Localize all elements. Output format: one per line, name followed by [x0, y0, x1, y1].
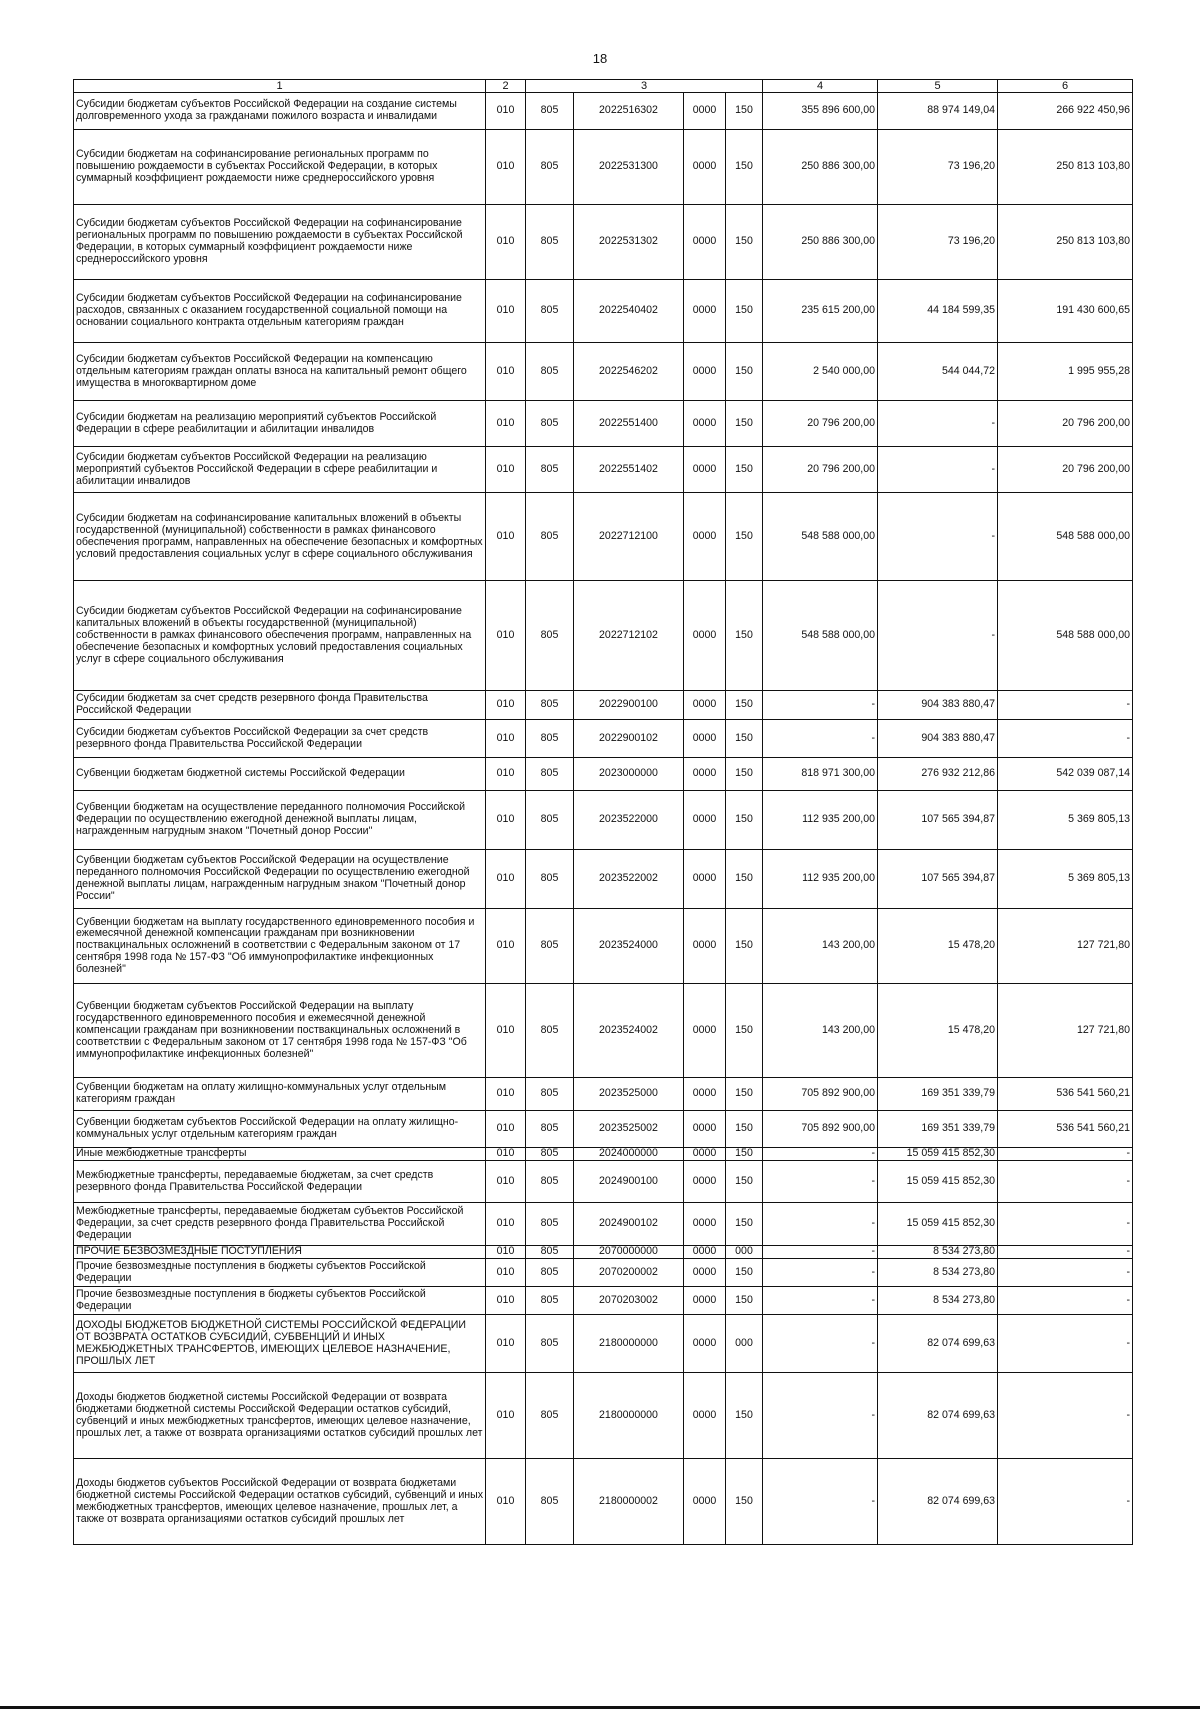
row-code-ktosgu: 150 [726, 493, 763, 581]
row-amount-remaining: - [998, 1373, 1133, 1459]
row-code-kind: 2022540402 [574, 280, 684, 343]
row-code-chapter: 805 [526, 850, 574, 909]
row-name: Субвенции бюджетам субъектов Российской Федерации на оплату жилищно-коммунальных услуг отдельным категориям граждан [74, 1111, 486, 1148]
row-code-ktosgu: 150 [726, 1373, 763, 1459]
row-code-admin: 010 [486, 1315, 526, 1373]
row-amount-plan: - [763, 691, 878, 720]
row-code-chapter: 805 [526, 1246, 574, 1259]
row-amount-executed: - [878, 447, 998, 493]
table-row [74, 691, 1133, 720]
row-code-subkind: 0000 [684, 909, 726, 984]
row-code-ktosgu: 150 [726, 205, 763, 280]
row-amount-remaining: 548 588 000,00 [998, 581, 1133, 691]
row-code-subkind: 0000 [684, 1111, 726, 1148]
row-code-subkind: 0000 [684, 1246, 726, 1259]
row-code-subkind: 0000 [684, 280, 726, 343]
row-amount-executed: 107 565 394,87 [878, 791, 998, 850]
row-amount-plan: - [763, 1287, 878, 1315]
table-row [74, 205, 1133, 280]
table-row [74, 1161, 1133, 1203]
row-code-admin: 010 [486, 1287, 526, 1315]
table-row [74, 1287, 1133, 1315]
row-code-admin: 010 [486, 1373, 526, 1459]
table-row [74, 758, 1133, 791]
row-code-subkind: 0000 [684, 1259, 726, 1287]
row-code-subkind: 0000 [684, 1078, 726, 1111]
row-amount-plan: 20 796 200,00 [763, 447, 878, 493]
row-name: Межбюджетные трансферты, передаваемые бюджетам субъектов Российской Федерации, за счет средств резервного фонда Правительства Российской Федерации [74, 1203, 486, 1246]
row-code-subkind: 0000 [684, 343, 726, 401]
row-code-chapter: 805 [526, 1161, 574, 1203]
table-row [74, 1203, 1133, 1246]
row-name: Субвенции бюджетам субъектов Российской Федерации на осуществление переданного полномочия Российской Федерации по осуществлению ежегодной денежной выплаты лицам, награжденным нагрудным знаком "Почетный донор России" [74, 850, 486, 909]
row-name: Иные межбюджетные трансферты [74, 1148, 486, 1161]
header-row [74, 80, 1133, 93]
row-amount-executed: 904 383 880,47 [878, 691, 998, 720]
row-amount-plan: - [763, 1148, 878, 1161]
row-amount-executed: 8 534 273,80 [878, 1259, 998, 1287]
row-amount-remaining: 250 813 103,80 [998, 130, 1133, 205]
table-row [74, 130, 1133, 205]
row-code-admin: 010 [486, 1246, 526, 1259]
table-row [74, 1078, 1133, 1111]
row-code-chapter: 805 [526, 758, 574, 791]
row-name: ДОХОДЫ БЮДЖЕТОВ БЮДЖЕТНОЙ СИСТЕМЫ РОССИЙСКОЙ ФЕДЕРАЦИИ ОТ ВОЗВРАТА ОСТАТКОВ СУБСИДИЙ, СУБВЕНЦИЙ И ИНЫХ МЕЖБЮДЖЕТНЫХ ТРАНСФЕРТОВ, ИМЕЮЩИХ ЦЕЛЕВОЕ НАЗНАЧЕНИЕ, ПРОШЛЫХ ЛЕТ [74, 1315, 486, 1373]
table-row [74, 791, 1133, 850]
row-amount-plan: 250 886 300,00 [763, 130, 878, 205]
row-code-subkind: 0000 [684, 1287, 726, 1315]
row-amount-executed: 169 351 339,79 [878, 1078, 998, 1111]
row-code-subkind: 0000 [684, 1161, 726, 1203]
row-amount-plan: 705 892 900,00 [763, 1078, 878, 1111]
row-name: Субсидии бюджетам за счет средств резервного фонда Правительства Российской Федерации [74, 691, 486, 720]
row-amount-remaining: 20 796 200,00 [998, 401, 1133, 447]
row-amount-executed: 15 059 415 852,30 [878, 1161, 998, 1203]
row-code-chapter: 805 [526, 93, 574, 130]
row-name: Субсидии бюджетам субъектов Российской Федерации за счет средств резервного фонда Правительства Российской Федерации [74, 720, 486, 758]
row-amount-plan: 705 892 900,00 [763, 1111, 878, 1148]
row-code-chapter: 805 [526, 791, 574, 850]
row-amount-plan: 112 935 200,00 [763, 791, 878, 850]
row-name: Субвенции бюджетам на оплату жилищно-коммунальных услуг отдельным категориям граждан [74, 1078, 486, 1111]
row-amount-plan: 548 588 000,00 [763, 493, 878, 581]
row-code-chapter: 805 [526, 1148, 574, 1161]
row-code-admin: 010 [486, 850, 526, 909]
row-code-admin: 010 [486, 401, 526, 447]
row-name: Субвенции бюджетам субъектов Российской Федерации на выплату государственного единовременного пособия и ежемесячной денежной компенсации гражданам при возникновении поствакцинальных осложнений в соответствии с Федеральным законом от 17 сентября 1998 года № 157-ФЗ "Об иммунопрофилактике инфекционных болезней" [74, 984, 486, 1078]
row-code-chapter: 805 [526, 1315, 574, 1373]
row-amount-executed: 82 074 699,63 [878, 1315, 998, 1373]
row-code-ktosgu: 150 [726, 1287, 763, 1315]
row-name: Доходы бюджетов бюджетной системы Российской Федерации от возврата бюджетами бюджетной системы Российской Федерации остатков субсидий, субвенций и иных межбюджетных трансфертов, имеющих целевое назначение, прошлых лет, а также от возврата организациями остатков субсидий прошлых лет [74, 1373, 486, 1459]
row-code-kind: 2023000000 [574, 758, 684, 791]
row-amount-executed: 8 534 273,80 [878, 1287, 998, 1315]
row-code-chapter: 805 [526, 493, 574, 581]
table-row [74, 984, 1133, 1078]
row-amount-plan: - [763, 1246, 878, 1259]
row-name: Прочие безвозмездные поступления в бюджеты субъектов Российской Федерации [74, 1259, 486, 1287]
row-code-kind: 2022551402 [574, 447, 684, 493]
row-code-ktosgu: 150 [726, 1078, 763, 1111]
row-code-kind: 2022531302 [574, 205, 684, 280]
row-name: Субвенции бюджетам на выплату государственного единовременного пособия и ежемесячной денежной компенсации гражданам при возникновении поствакцинальных осложнений в соответствии с Федеральным законом от 17 сентября 1998 года № 157-ФЗ "Об иммунопрофилактике инфекционных болезней" [74, 909, 486, 984]
row-code-chapter: 805 [526, 130, 574, 205]
header-col-4: 4 [763, 80, 878, 93]
row-code-subkind: 0000 [684, 850, 726, 909]
row-code-admin: 010 [486, 1161, 526, 1203]
row-amount-remaining: 5 369 805,13 [998, 850, 1133, 909]
table-row [74, 1315, 1133, 1373]
table-row [74, 850, 1133, 909]
row-amount-remaining: - [998, 720, 1133, 758]
row-amount-plan: - [763, 1203, 878, 1246]
row-name: Субсидии бюджетам субъектов Российской Федерации на софинансирование капитальных вложений в объекты государственной (муниципальной) собственности в рамках финансового обеспечения программ, направленных на обеспечение безопасных и комфортных условий предоставления социальных услуг в сфере социального обслуживания [74, 581, 486, 691]
row-code-admin: 010 [486, 791, 526, 850]
row-code-kind: 2022516302 [574, 93, 684, 130]
header-col-6: 6 [998, 80, 1133, 93]
row-amount-executed: 544 044,72 [878, 343, 998, 401]
row-code-chapter: 805 [526, 343, 574, 401]
row-code-subkind: 0000 [684, 205, 726, 280]
row-code-kind: 2024000000 [574, 1148, 684, 1161]
row-code-admin: 010 [486, 1078, 526, 1111]
table-row [74, 1246, 1133, 1259]
table-row [74, 1459, 1133, 1545]
row-code-subkind: 0000 [684, 130, 726, 205]
row-code-ktosgu: 150 [726, 401, 763, 447]
row-code-admin: 010 [486, 93, 526, 130]
row-code-chapter: 805 [526, 581, 574, 691]
row-code-admin: 010 [486, 720, 526, 758]
row-name: Субсидии бюджетам субъектов Российской Федерации на софинансирование расходов, связанных с оказанием государственной социальной помощи на основании социального контракта отдельным категориям граждан [74, 280, 486, 343]
row-code-ktosgu: 150 [726, 1148, 763, 1161]
table-row [74, 280, 1133, 343]
row-amount-plan: 20 796 200,00 [763, 401, 878, 447]
row-amount-remaining: - [998, 691, 1133, 720]
table-row [74, 1373, 1133, 1459]
table-row [74, 1148, 1133, 1161]
row-code-ktosgu: 150 [726, 1259, 763, 1287]
row-code-ktosgu: 150 [726, 691, 763, 720]
row-code-admin: 010 [486, 493, 526, 581]
row-code-subkind: 0000 [684, 1459, 726, 1545]
row-code-subkind: 0000 [684, 791, 726, 850]
row-name: Доходы бюджетов субъектов Российской Федерации от возврата бюджетами бюджетной системы Российской Федерации остатков субсидий, субвенций и иных межбюджетных трансфертов, имеющих целевое назначение, прошлых лет, а также от возврата организациями остатков субсидий прошлых лет [74, 1459, 486, 1545]
row-code-ktosgu: 150 [726, 581, 763, 691]
row-code-admin: 010 [486, 205, 526, 280]
row-code-kind: 2024900102 [574, 1203, 684, 1246]
row-code-chapter: 805 [526, 447, 574, 493]
row-amount-executed: 15 059 415 852,30 [878, 1203, 998, 1246]
row-code-subkind: 0000 [684, 1148, 726, 1161]
row-code-ktosgu: 150 [726, 1203, 763, 1246]
table-row [74, 909, 1133, 984]
row-code-kind: 2022900102 [574, 720, 684, 758]
row-amount-remaining: 20 796 200,00 [998, 447, 1133, 493]
page-number: 18 [592, 51, 608, 66]
row-code-kind: 2022531300 [574, 130, 684, 205]
row-amount-remaining: 127 721,80 [998, 984, 1133, 1078]
row-code-chapter: 805 [526, 401, 574, 447]
table-row [74, 581, 1133, 691]
row-code-admin: 010 [486, 1203, 526, 1246]
table-row [74, 447, 1133, 493]
row-code-kind: 2022712102 [574, 581, 684, 691]
row-amount-executed: 44 184 599,35 [878, 280, 998, 343]
row-code-admin: 010 [486, 909, 526, 984]
row-name: Субвенции бюджетам на осуществление переданного полномочия Российской Федерации по осуществлению ежегодной денежной выплаты лицам, награжденным нагрудным знаком "Почетный донор России" [74, 791, 486, 850]
header-col-2: 2 [486, 80, 526, 93]
row-amount-plan: 355 896 600,00 [763, 93, 878, 130]
table-row [74, 493, 1133, 581]
row-code-admin: 010 [486, 691, 526, 720]
row-code-kind: 2070203002 [574, 1287, 684, 1315]
row-code-ktosgu: 000 [726, 1246, 763, 1259]
row-code-admin: 010 [486, 1148, 526, 1161]
row-name: Субсидии бюджетам субъектов Российской Федерации на создание системы долговременного ухода за гражданами пожилого возраста и инвалидами [74, 93, 486, 130]
row-amount-plan: 818 971 300,00 [763, 758, 878, 791]
row-code-admin: 010 [486, 343, 526, 401]
row-amount-remaining: 191 430 600,65 [998, 280, 1133, 343]
row-code-kind: 2023524002 [574, 984, 684, 1078]
table-row [74, 1259, 1133, 1287]
row-code-ktosgu: 150 [726, 720, 763, 758]
row-amount-plan: 548 588 000,00 [763, 581, 878, 691]
row-amount-plan: - [763, 1315, 878, 1373]
row-amount-plan: 143 200,00 [763, 984, 878, 1078]
row-code-kind: 2070000000 [574, 1246, 684, 1259]
row-code-admin: 010 [486, 1259, 526, 1287]
row-amount-executed: 15 059 415 852,30 [878, 1148, 998, 1161]
row-code-admin: 010 [486, 1459, 526, 1545]
row-code-kind: 2180000000 [574, 1315, 684, 1373]
row-amount-executed: 73 196,20 [878, 130, 998, 205]
row-amount-remaining: - [998, 1161, 1133, 1203]
row-amount-plan: 250 886 300,00 [763, 205, 878, 280]
row-code-kind: 2023525000 [574, 1078, 684, 1111]
row-amount-remaining: 250 813 103,80 [998, 205, 1133, 280]
row-code-ktosgu: 150 [726, 909, 763, 984]
row-code-kind: 2022900100 [574, 691, 684, 720]
row-code-chapter: 805 [526, 1203, 574, 1246]
row-amount-executed: 88 974 149,04 [878, 93, 998, 130]
row-code-kind: 2180000002 [574, 1459, 684, 1545]
row-amount-executed: 82 074 699,63 [878, 1459, 998, 1545]
row-name: Субсидии бюджетам субъектов Российской Федерации на софинансирование региональных программ по повышению рождаемости в субъектах Российской Федерации, в которых суммарный коэффициент рождаемости ниже среднероссийского уровня [74, 205, 486, 280]
row-code-ktosgu: 150 [726, 93, 763, 130]
row-code-kind: 2023525002 [574, 1111, 684, 1148]
row-amount-plan: - [763, 1259, 878, 1287]
row-name: Межбюджетные трансферты, передаваемые бюджетам, за счет средств резервного фонда Правительства Российской Федерации [74, 1161, 486, 1203]
row-code-ktosgu: 150 [726, 758, 763, 791]
row-code-ktosgu: 150 [726, 791, 763, 850]
row-code-chapter: 805 [526, 1078, 574, 1111]
row-amount-plan: 235 615 200,00 [763, 280, 878, 343]
row-code-kind: 2023522000 [574, 791, 684, 850]
row-name: ПРОЧИЕ БЕЗВОЗМЕЗДНЫЕ ПОСТУПЛЕНИЯ [74, 1246, 486, 1259]
row-code-kind: 2180000000 [574, 1373, 684, 1459]
row-amount-remaining: 5 369 805,13 [998, 791, 1133, 850]
row-name: Субсидии бюджетам субъектов Российской Федерации на реализацию мероприятий субъектов Российской Федерации в сфере реабилитации и абилитации инвалидов [74, 447, 486, 493]
row-code-admin: 010 [486, 758, 526, 791]
row-amount-executed: 8 534 273,80 [878, 1246, 998, 1259]
row-amount-remaining: 266 922 450,96 [998, 93, 1133, 130]
row-code-ktosgu: 150 [726, 447, 763, 493]
row-amount-plan: - [763, 1459, 878, 1545]
row-amount-remaining: 127 721,80 [998, 909, 1133, 984]
row-code-subkind: 0000 [684, 493, 726, 581]
header-col-3: 3 [526, 80, 763, 93]
row-amount-remaining: 548 588 000,00 [998, 493, 1133, 581]
row-amount-executed: 15 478,20 [878, 984, 998, 1078]
row-name: Субсидии бюджетам на софинансирование региональных программ по повышению рождаемости в субъектах Российской Федерации, в которых суммарный коэффициент рождаемости ниже среднероссийского уровня [74, 130, 486, 205]
row-code-ktosgu: 150 [726, 1111, 763, 1148]
row-amount-remaining: - [998, 1315, 1133, 1373]
row-amount-executed: 82 074 699,63 [878, 1373, 998, 1459]
row-code-admin: 010 [486, 130, 526, 205]
row-code-subkind: 0000 [684, 984, 726, 1078]
row-amount-executed: 169 351 339,79 [878, 1111, 998, 1148]
table-row [74, 401, 1133, 447]
row-code-ktosgu: 150 [726, 280, 763, 343]
row-name: Субсидии бюджетам субъектов Российской Федерации на компенсацию отдельным категориям граждан оплаты взноса на капитальный ремонт общего имущества в многоквартирном доме [74, 343, 486, 401]
row-code-subkind: 0000 [684, 758, 726, 791]
row-code-kind: 2022712100 [574, 493, 684, 581]
row-code-kind: 2024900100 [574, 1161, 684, 1203]
row-code-chapter: 805 [526, 205, 574, 280]
row-name: Субвенции бюджетам бюджетной системы Российской Федерации [74, 758, 486, 791]
row-name: Субсидии бюджетам на реализацию мероприятий субъектов Российской Федерации в сфере реабилитации и абилитации инвалидов [74, 401, 486, 447]
row-amount-plan: 143 200,00 [763, 909, 878, 984]
row-code-ktosgu: 150 [726, 984, 763, 1078]
row-amount-remaining: - [998, 1246, 1133, 1259]
row-code-ktosgu: 150 [726, 1161, 763, 1203]
row-code-subkind: 0000 [684, 720, 726, 758]
row-code-subkind: 0000 [684, 401, 726, 447]
row-code-subkind: 0000 [684, 1373, 726, 1459]
row-amount-remaining: - [998, 1259, 1133, 1287]
row-amount-remaining: - [998, 1203, 1133, 1246]
row-code-ktosgu: 150 [726, 1459, 763, 1545]
row-code-chapter: 805 [526, 1287, 574, 1315]
row-amount-remaining: 542 039 087,14 [998, 758, 1133, 791]
row-code-chapter: 805 [526, 1373, 574, 1459]
row-code-kind: 2022551400 [574, 401, 684, 447]
row-code-kind: 2070200002 [574, 1259, 684, 1287]
table-row [74, 720, 1133, 758]
row-code-ktosgu: 150 [726, 343, 763, 401]
row-amount-executed: - [878, 493, 998, 581]
row-code-admin: 010 [486, 581, 526, 691]
row-amount-plan: - [763, 1161, 878, 1203]
row-amount-plan: - [763, 1373, 878, 1459]
row-code-subkind: 0000 [684, 447, 726, 493]
row-amount-executed: - [878, 401, 998, 447]
row-code-kind: 2023522002 [574, 850, 684, 909]
row-code-subkind: 0000 [684, 1203, 726, 1246]
row-code-admin: 010 [486, 447, 526, 493]
row-code-chapter: 805 [526, 720, 574, 758]
row-code-chapter: 805 [526, 909, 574, 984]
row-amount-executed: 904 383 880,47 [878, 720, 998, 758]
row-code-kind: 2023524000 [574, 909, 684, 984]
row-amount-executed: - [878, 581, 998, 691]
row-code-subkind: 0000 [684, 581, 726, 691]
row-amount-remaining: - [998, 1459, 1133, 1545]
row-code-subkind: 0000 [684, 93, 726, 130]
row-name: Прочие безвозмездные поступления в бюджеты субъектов Российской Федерации [74, 1287, 486, 1315]
row-code-subkind: 0000 [684, 1315, 726, 1373]
row-amount-remaining: 536 541 560,21 [998, 1111, 1133, 1148]
row-amount-executed: 73 196,20 [878, 205, 998, 280]
row-name: Субсидии бюджетам на софинансирование капитальных вложений в объекты государственной (муниципальной) собственности в рамках финансового обеспечения программ, направленных на обеспечение безопасных и комфортных условий предоставления социальных услуг в сфере социального обслуживания [74, 493, 486, 581]
row-code-admin: 010 [486, 280, 526, 343]
row-code-subkind: 0000 [684, 691, 726, 720]
row-amount-plan: 2 540 000,00 [763, 343, 878, 401]
row-amount-plan: 112 935 200,00 [763, 850, 878, 909]
row-code-chapter: 805 [526, 280, 574, 343]
row-code-chapter: 805 [526, 1259, 574, 1287]
row-amount-executed: 107 565 394,87 [878, 850, 998, 909]
header-col-1: 1 [74, 80, 486, 93]
row-amount-executed: 15 478,20 [878, 909, 998, 984]
row-code-admin: 010 [486, 984, 526, 1078]
table-row [74, 93, 1133, 130]
row-amount-executed: 276 932 212,86 [878, 758, 998, 791]
row-code-chapter: 805 [526, 984, 574, 1078]
header-col-5: 5 [878, 80, 998, 93]
row-code-ktosgu: 150 [726, 130, 763, 205]
row-amount-plan: - [763, 720, 878, 758]
row-code-ktosgu: 000 [726, 1315, 763, 1373]
row-amount-remaining: - [998, 1287, 1133, 1315]
row-code-kind: 2022546202 [574, 343, 684, 401]
row-code-admin: 010 [486, 1111, 526, 1148]
table-row [74, 1111, 1133, 1148]
row-amount-remaining: - [998, 1148, 1133, 1161]
row-amount-remaining: 536 541 560,21 [998, 1078, 1133, 1111]
row-code-chapter: 805 [526, 691, 574, 720]
budget-table [73, 79, 1133, 1545]
row-code-chapter: 805 [526, 1111, 574, 1148]
table-row [74, 343, 1133, 401]
row-amount-remaining: 1 995 955,28 [998, 343, 1133, 401]
row-code-ktosgu: 150 [726, 850, 763, 909]
row-code-chapter: 805 [526, 1459, 574, 1545]
